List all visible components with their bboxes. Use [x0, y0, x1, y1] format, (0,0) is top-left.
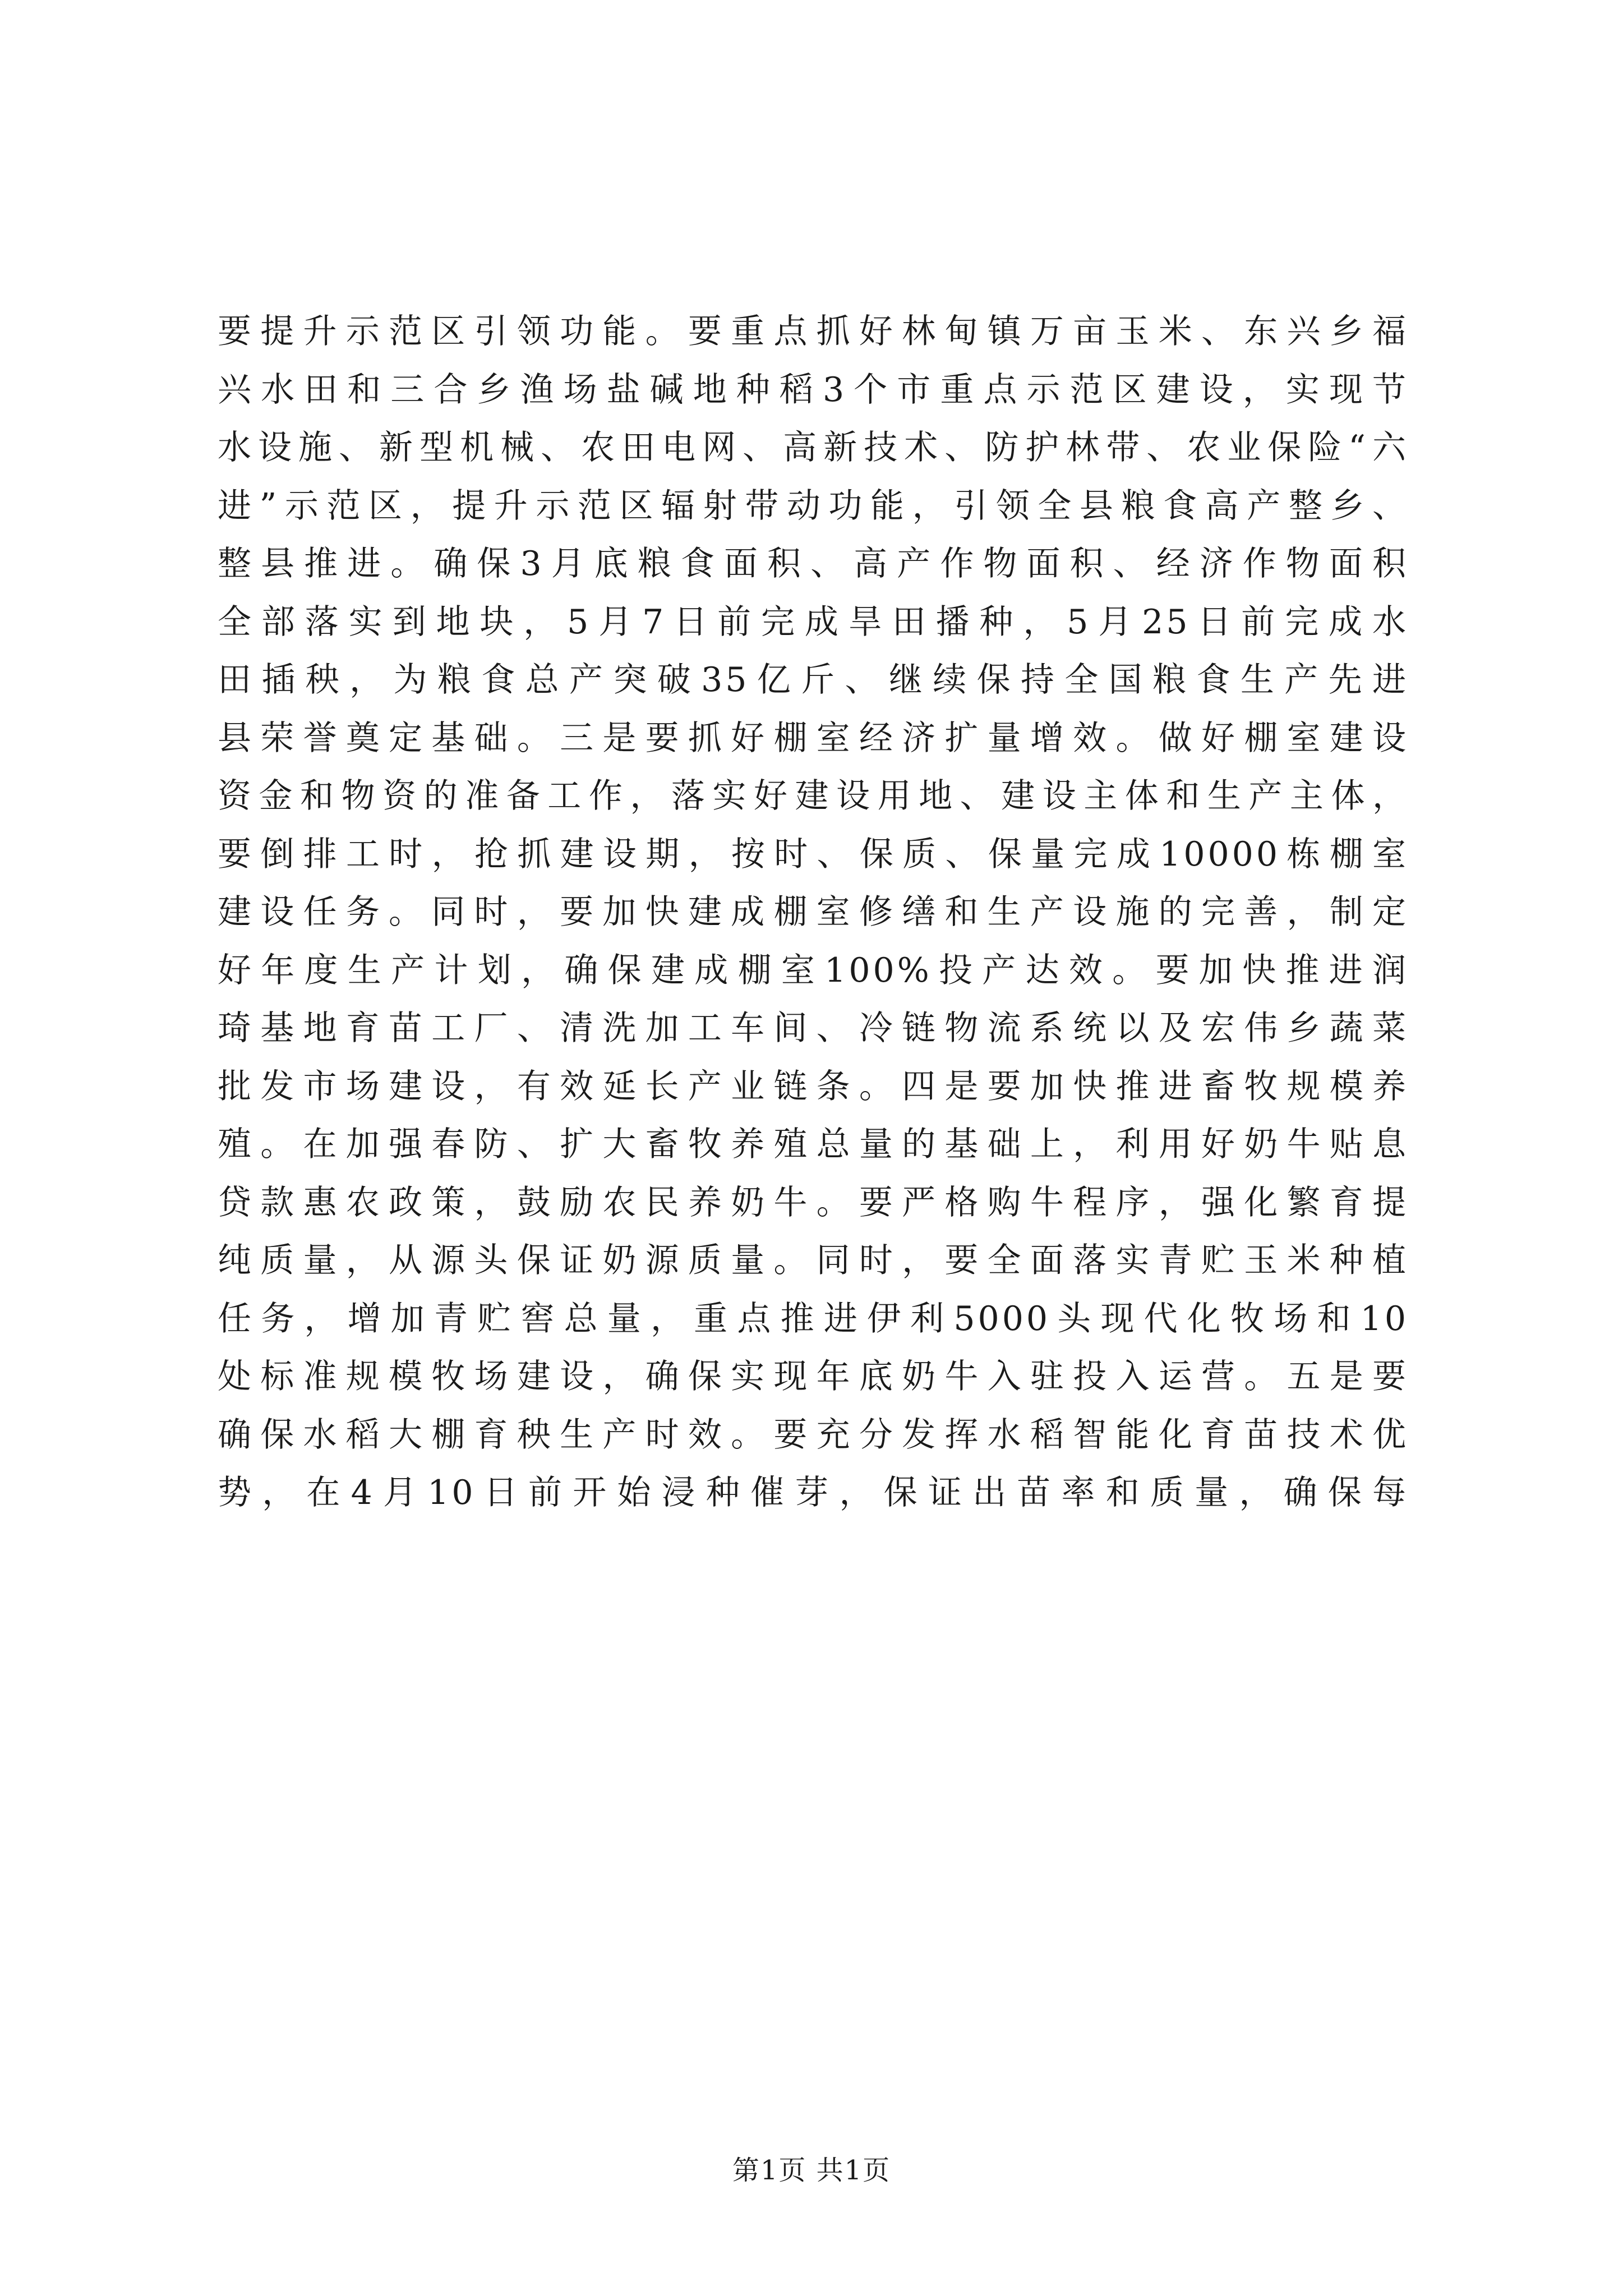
text-line: 县荣誉奠定基础。三是要抓好棚室经济扩量增效。做好棚室建设 [218, 718, 1409, 758]
page-footer [0, 2148, 1623, 2187]
text-line: 确保水稻大棚育秧生产时效。要充分发挥水稻智能化育苗技术优 [218, 1415, 1409, 1455]
text-line: 势，在4月10日前开始浸种催芽，保证出苗率和质量，确保每 [218, 1473, 1409, 1512]
text-line: 好年度生产计划，确保建成棚室100%投产达效。要加快推进润 [218, 950, 1409, 990]
text-line: 整县推进。确保3月底粮食面积、高产作物面积、经济作物面积 [218, 544, 1409, 583]
text-line: 兴水田和三合乡渔场盐碱地种稻3个市重点示范区建设，实现节 [218, 370, 1409, 409]
text-line: 殖。在加强春防、扩大畜牧养殖总量的基础上，利用好奶牛贴息 [218, 1125, 1409, 1164]
text-line: 琦基地育苗工厂、清洗加工车间、冷链物流系统以及宏伟乡蔬菜 [218, 1009, 1409, 1048]
text-line: 批发市场建设，有效延长产业链条。四是要加快推进畜牧规模养 [218, 1066, 1409, 1106]
text-line: 任务，增加青贮窖总量，重点推进伊利5000头现代化牧场和10 [218, 1299, 1409, 1338]
body-paragraph [218, 303, 1409, 1522]
text-line: 全部落实到地块，5月7日前完成旱田播种，5月25日前完成水 [218, 602, 1409, 642]
text-line: 建设任务。同时，要加快建成棚室修缮和生产设施的完善，制定 [218, 892, 1409, 932]
page-number-label: 第1页 共1页 [732, 2155, 891, 2186]
text-line: 处标准规模牧场建设，确保实现年底奶牛入驻投入运营。五是要 [218, 1357, 1409, 1396]
text-line: 水设施、新型机械、农田电网、高新技术、防护林带、农业保险“六 [218, 428, 1409, 467]
text-line: 资金和物资的准备工作，落实好建设用地、建设主体和生产主体， [218, 776, 1409, 816]
text-line: 纯质量，从源头保证奶源质量。同时，要全面落实青贮玉米种植 [218, 1241, 1409, 1280]
text-line: 进”示范区，提升示范区辐射带动功能，引领全县粮食高产整乡、 [218, 486, 1409, 526]
text-line: 田插秧，为粮食总产突破35亿斤、继续保持全国粮食生产先进 [218, 660, 1409, 700]
text-line: 贷款惠农政策，鼓励农民养奶牛。要严格购牛程序，强化繁育提 [218, 1182, 1409, 1222]
text-line: 要倒排工时，抢抓建设期，按时、保质、保量完成10000栋棚室 [218, 834, 1409, 874]
text-line: 要提升示范区引领功能。要重点抓好林甸镇万亩玉米、东兴乡福 [218, 312, 1409, 351]
